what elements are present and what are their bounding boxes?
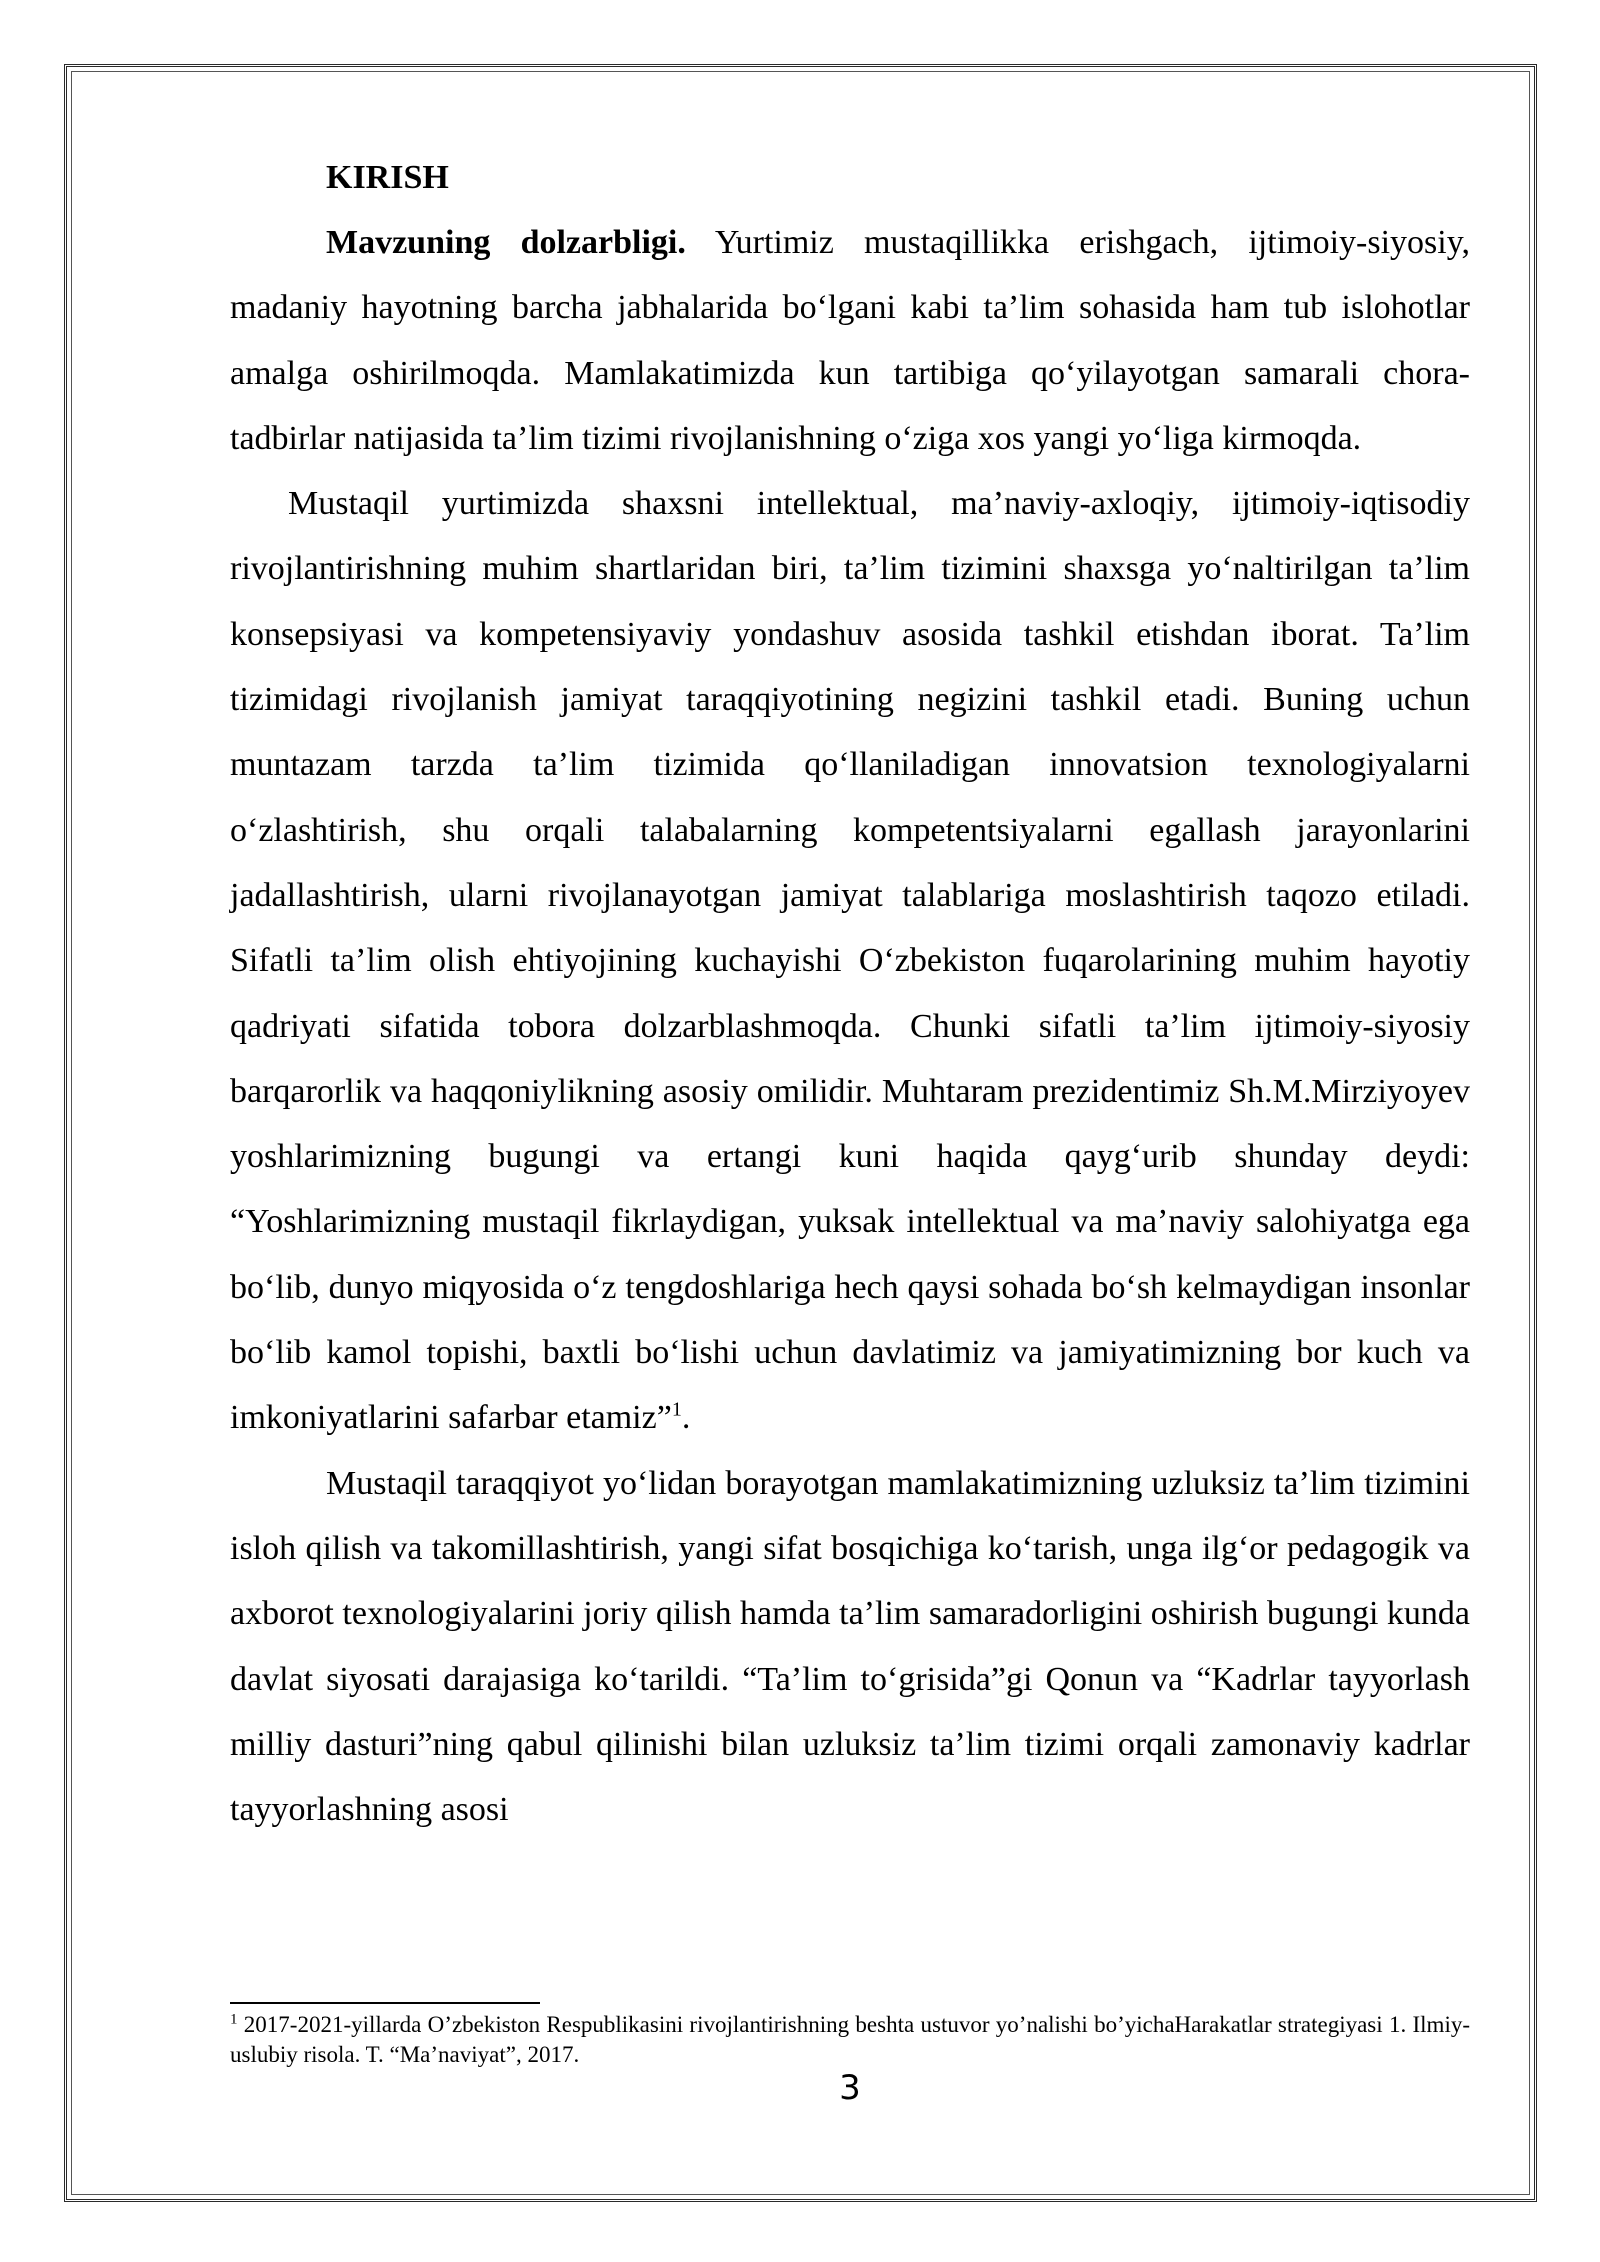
document-body bbox=[230, 145, 1470, 1842]
footnote bbox=[230, 2010, 1470, 2070]
paragraph-education-system bbox=[230, 471, 1470, 1450]
footnote-reference[interactable]: 1 bbox=[671, 1399, 682, 1422]
paragraph-reform bbox=[230, 1451, 1470, 1843]
footnote-separator bbox=[230, 2002, 540, 2004]
paragraph-text: Mustaqil taraqqiyot yo‘lidan borayotgan mamlakatimizning uzluksiz ta’lim tizimini isloh qilish va takomillashtirish, yangi sifat bosqichiga ko‘tarish, unga ilg‘or pedagogik va axborot texnologiyalarini joriy qilish hamda ta’lim samaradorligini oshirish bugungi kunda davlat siyosati darajasiga ko‘tarildi. “Ta’lim to‘grisida”gi Qonun va “Kadrlar tayyorlash milliy dasturi”ning qabul qilinishi bilan uzluksiz ta’lim tizimi orqali zamonaviy kadrlar tayyorlashning asosi bbox=[230, 1464, 1470, 1829]
paragraph-text: Yurtimiz mustaqillikka erishgach, ijtimoiy-siyosiy, madaniy hayotning barcha jabhalarida bo‘lgani kabi ta’lim sohasida ham tub islohotlar amalga oshirilmoqda. Mamlakatimizda kun tartibiga qo‘yilayotgan samarali chora-tadbirlar natijasida ta’lim tizimi rivojlanishning o‘ziga xos yangi yo‘liga kirmoqda. bbox=[230, 224, 1471, 457]
paragraph-text: Mustaqil yurtimizda shaxsni intellektual, ma’naviy-axloqiy, ijtimoiy-iqtisodiy rivojlantirishning muhim shartlaridan biri, ta’lim tizimini shaxsga yo‘naltirilgan ta’lim konsepsiyasi va kompetensiyaviy yondashuv asosida tashkil etishdan iborat. Ta’lim tizimidagi rivojlanish jamiyat taraqqiyotining negizini tashkil etadi. Buning uchun muntazam tarzda ta’lim tizimida qo‘llaniladigan innovatsion texnologiyalarni o‘zlashtirish, shu orqali talabalarning kompetentsiyalarni egallash jarayonlarini jadallashtirish, ularni rivojlanayotgan jamiyat talablariga moslashtirish taqozo etiladi. Sifatli ta’lim olish ehtiyojining kuchayishi O‘zbekiston fuqarolarining muhim hayotiy qadriyati sifatida tobora dolzarblashmoqda. Chunki sifatli ta’lim ijtimoiy-siyosiy barqarorlik va haqqoniylikning asosiy omilidir. Muhtaram prezidentimiz Sh.M.Mirziyoyev yoshlarimizning bugungi va ertangi kuni haqida qayg‘urib shunday deydi: “Yoshlarimizning mustaqil fikrlaydigan, yuksak intellektual va ma’naviy salohiyatga ega bo‘lib, dunyo miqyosida o‘z tengdoshlariga hech qaysi sohada bo‘sh kelmaydigan insonlar bo‘lib kamol topishi, baxtli bo‘lishi uchun davlatimiz va jamiyatimizning bor kuch va imkoniyatlarini safarbar etamiz” bbox=[230, 485, 1470, 1437]
paragraph-lead: Mavzuning dolzarbligi. bbox=[326, 224, 686, 261]
section-heading: KIRISH bbox=[326, 159, 449, 196]
paragraph-tail: . bbox=[681, 1399, 691, 1437]
footnote-text: 2017-2021-yillarda O’zbekiston Respublikasini rivojlantirishning beshta ustuvor yo’nalishi bo’yichaHarakatlar strategiyasi 1. Ilmiy-uslubiy risola. T. “Ma’naviyat”, 2017. bbox=[230, 2012, 1470, 2067]
page-number: 3 bbox=[839, 2068, 861, 2108]
footnote-marker: 1 bbox=[230, 2011, 238, 2028]
paragraph-relevance bbox=[230, 210, 1470, 471]
